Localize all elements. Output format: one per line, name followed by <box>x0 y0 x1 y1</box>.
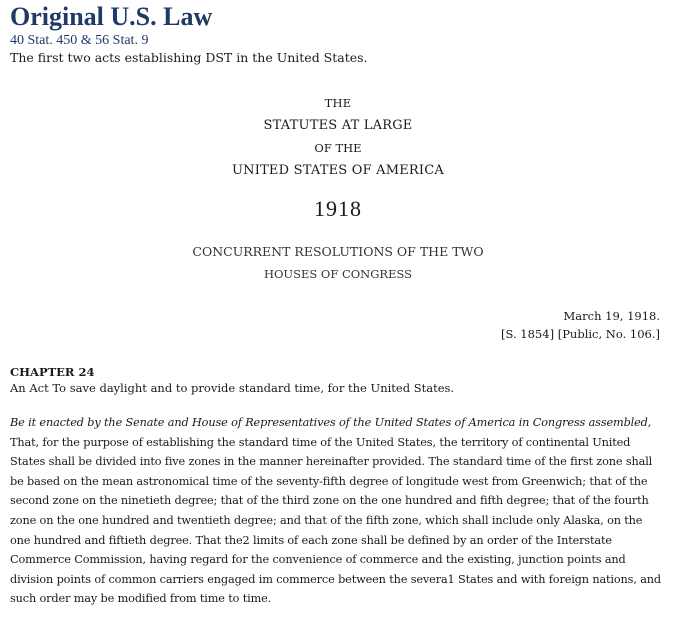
page-subtitle: The first two acts establishing DST in the United States. <box>10 50 368 65</box>
act-body-text: That, for the purpose of establishing the standard time of the United States, the territory of continental United States shall be divided into five zones in the manner hereinafter provided. The standard time of the first zone shall be based on the mean astronomical time of the seventy-fifth degree of longitude west from Greenwich; that of the second zone on the ninetieth degree; that of the third zone on the one hundred and fifth degree; that of the fourth zone on the one hundred and twentieth degree; and that of the fifth zone, which shall include only Alaska, on the one hundred and fiftieth degree. That the2 limits of each zone shall be defined by an order of the Interstate Commerce Commission, having regard for the convenience of commerce and the existing, junction points and division points of common carriers engaged im commerce between the severa1 States and with foreign nations, and such order may be modified from time to time. <box>10 435 661 606</box>
title-year: 1918 <box>314 196 362 221</box>
title-the: THE <box>324 96 352 110</box>
statutes-title-block <box>10 96 666 281</box>
title-of-the: OF THE <box>314 141 362 155</box>
statute-citation: 40 Stat. 450 & 56 Stat. 9 <box>10 33 149 48</box>
page-title: Original U.S. Law <box>10 2 213 31</box>
act-reference: [S. 1854] [Public, No. 106.] <box>501 327 660 341</box>
title-united-states: UNITED STATES OF AMERICA <box>232 163 444 178</box>
date-block <box>10 307 666 343</box>
document-header <box>10 4 666 66</box>
chapter-heading: CHAPTER 24 <box>10 365 95 379</box>
title-houses-of-congress: HOUSES OF CONGRESS <box>263 267 413 281</box>
act-date: March 19, 1918. <box>563 309 660 323</box>
title-statutes-at-large: STATUTES AT LARGE <box>263 118 413 133</box>
enacting-clause: Be it enacted by the Senate and House of Representatives of the United States of America in Congress assembled, <box>10 416 652 429</box>
title-concurrent-resolutions: CONCURRENT RESOLUTIONS OF THE TWO <box>192 244 484 259</box>
act-title: An Act To save daylight and to provide standard time, for the United States. <box>10 381 455 395</box>
act-body-paragraph <box>10 413 666 609</box>
chapter-section <box>10 365 666 397</box>
